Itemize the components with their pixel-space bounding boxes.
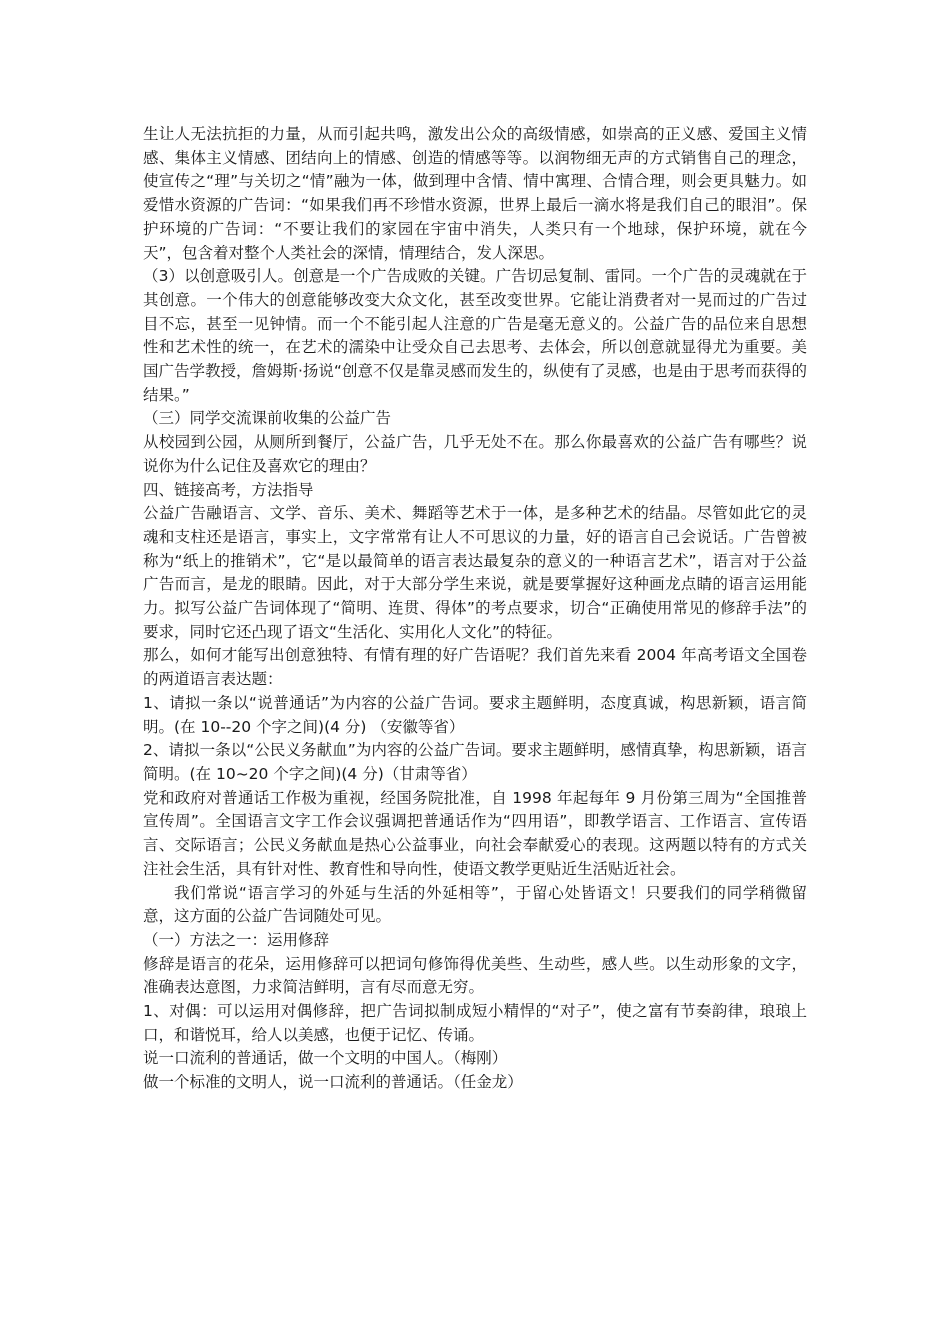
section-heading-student-exchange: （三）同学交流课前收集的公益广告: [143, 409, 392, 428]
document-body: [143, 123, 807, 1095]
paragraph-emotion-appeal: 生让人无法抗拒的力量，从而引起共鸣，激发出公众的高级情感，如崇高的正义感、爱国主义情感、集体主义情感、团结向上的情感、创造的情感等等。以润物细无声的方式销售自己的理念，使宣传之“理”与关切之“情”融为一体，做到理中含情、情中寓理、合情合理，则会更具魅力。如爱惜水资源的广告词：“如果我们再不珍惜水资源，世界上最后一滴水将是我们自己的眼泪”。保护环境的广告词：“不要让我们的家园在宇宙中消失，人类只有一个地球，保护环境，就在今天”，包含着对整个人类社会的深情，情理结合，发人深思。: [143, 125, 807, 262]
exam-question-2: 2、请拟一条以“公民义务献血”为内容的公益广告词。要求主题鲜明，感情真挚，构思新颖，语言简明。(在 10~20 个字之间)(4 分)（甘肃等省）: [143, 741, 807, 783]
exam-question-1: 1、请拟一条以“说普通话”为内容的公益广告词。要求主题鲜明，态度真诚，构思新颖，语言简明。(在 10--20 个字之间)(4 分) （安徽等省）: [143, 693, 807, 736]
section-heading-method-rhetoric: （一）方法之一：运用修辞: [143, 930, 330, 949]
paragraph-language-soul: 公益广告融语言、文学、音乐、美术、舞蹈等艺术于一体，是多种艺术的结晶。尽管如此它的灵魂和支柱还是语言，事实上，文字常常有让人不可思议的力量，好的语言自己会说话。广告曾被称为“纸上的推销术”，它“是以最简单的语言表达最复杂的意义的一种语言艺术”，语言对于公益广告而言，是龙的眼睛。因此，对于大部分学生来说，就是要掌握好这种画龙点睛的语言运用能力。拟写公益广告词体现了“简明、连贯、得体”的考点要求，切合“正确使用常见的修辞手法”的要求，同时它还凸现了语文“生活化、实用化人文化”的特征。: [143, 504, 807, 641]
paragraph-language-life: 我们常说“语言学习的外延与生活的外延相等”，于留心处皆语文！只要我们的同学稍微留意，这方面的公益广告词随处可见。: [143, 883, 807, 926]
paragraph-creativity: （3）以创意吸引人。创意是一个广告成败的关键。广告切忌复制、雷同。一个广告的灵魂就在于其创意。一个伟大的创意能够改变大众文化，甚至改变世界。它能让消费者对一晃而过的广告过目不忘，甚至一见钟情。而一个不能引起人注意的广告是毫无意义的。公益广告的品位来自思想性和艺术性的统一，在艺术的濡染中让受众自己去思考、去体会，所以创意就显得尤为重要。美国广告学教授，詹姆斯·扬说“创意不仅是靠灵感而发生的，纵使有了灵感，也是由于思考而获得的结果。”: [143, 267, 807, 404]
paragraph-background: 党和政府对普通话工作极为重视，经国务院批准，自 1998 年起每年 9 月份第三周为“全国推普宣传周”。全国语言文字工作会议强调把普通话作为“四用语”，即教学语言、工作语言、宣传语言、交际语言；公民义务献血是热心公益事业，向社会奉献爱心的表现。这两题以特有的方式关注社会生活，具有针对性、教育性和导向性，使语文教学更贴近生活贴近社会。: [143, 788, 807, 878]
paragraph-everywhere: 从校园到公园，从厕所到餐厅，公益广告，几乎无处不在。那么你最喜欢的公益广告有哪些？说说你为什么记住及喜欢它的理由？: [143, 433, 807, 475]
example-slogan-2: 做一个标准的文明人，说一口流利的普通话。（任金龙）: [143, 1073, 523, 1092]
paragraph-rhetoric: 修辞是语言的花朵，运用修辞可以把词句修饰得优美些、生动些，感人些。以生动形象的文字，准确表达意图，力求简洁鲜明，言有尽而意无穷。: [143, 954, 807, 997]
paragraph-antithesis: 1、对偶：可以运用对偶修辞，把广告词拟制成短小精悍的“对子”，使之富有节奏韵律，琅琅上口，和谐悦耳，给人以美感，也便于记忆、传诵。: [143, 1002, 807, 1044]
section-heading-exam-link: 四、链接高考，方法指导: [143, 480, 314, 499]
paragraph-how-to-write: 那么，如何才能写出创意独特、有情有理的好广告语呢？我们首先来看 2004 年高考语文全国卷的两道语言表达题：: [143, 646, 807, 689]
example-slogan-1: 说一口流利的普通话，做一个文明的中国人。（梅刚）: [143, 1049, 508, 1068]
